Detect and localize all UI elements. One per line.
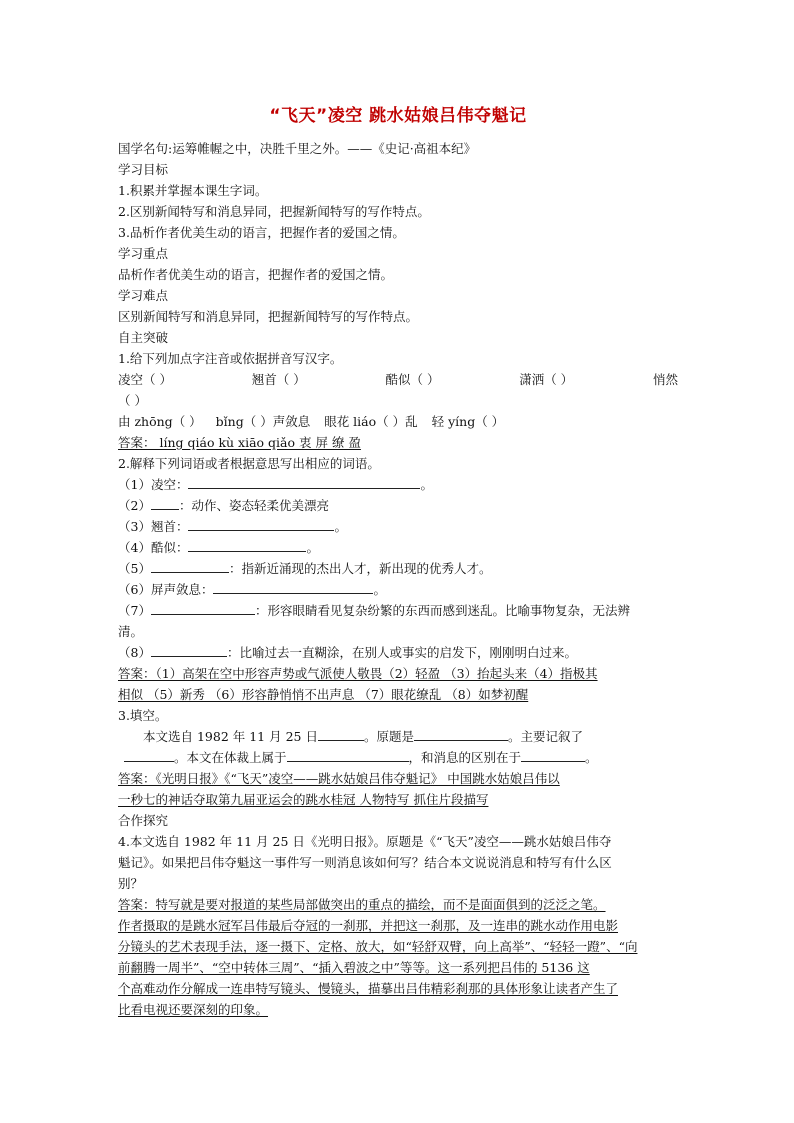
q1-item: 凌空（ ）: [118, 372, 172, 387]
q4-answer-line: 前翻腾一周半”、“空中转体三周”、“插入碧波之中”等等。这一系列把吕伟的 5136 这: [118, 960, 590, 975]
q2-prompt: 2.解释下列词语或者根据意思写出相应的词语。: [118, 456, 380, 471]
q1-item: 悄然: [652, 372, 678, 387]
q2-item-7: （7） ：形容眼睛看见复杂纷繁的东西而感到迷乱。比喻事物复杂，无法辨: [118, 600, 678, 621]
q2-item-1: （1）凌空： 。: [118, 474, 678, 495]
q3-line-1: 本文选自 1982 年 11 月 25 日 。原题是 。主要记叙了: [118, 726, 678, 747]
q4-line: 魁记》。如果把吕伟夺魁这一事件写一则消息该如何写？结合本文说说消息和特写有什么区: [118, 855, 612, 870]
q4-line: 4.本文选自 1982 年 11 月 25 日《光明日报》。原题是《“飞天”凌空——跳水姑娘吕伟夺: [118, 834, 612, 849]
q1-prompt: 1.给下列加点字注音或依据拼音写汉字。: [118, 351, 343, 366]
document-page: [118, 104, 678, 1020]
q2-item-4: （4）酷似： 。: [118, 537, 678, 558]
key-text: 品析作者优美生动的语言，把握作者的爱国之情。: [118, 267, 394, 282]
section-difficult: 学习难点: [118, 288, 169, 303]
q3-answer-1: 答案：《光明日报》《“飞天”凌空——跳水姑娘吕伟夺魁记》 中国跳水姑娘吕伟以: [118, 771, 560, 786]
goal-item: 1.积累并掌握本课生字词。: [118, 183, 268, 198]
q1-item: 轻 yíng（ ）: [431, 414, 505, 429]
q1-answer: 答案： líng qiáo kù xiāo qiǎo 衷 屏 缭 盈: [118, 435, 361, 450]
q4-answer-line: 答案：特写就是要对报道的某些局部做突出的重点的描绘，而不是面面俱到的泛泛之笔。: [118, 897, 606, 912]
section-goals: 学习目标: [118, 162, 169, 177]
q2-answer-2: 相似 （5）新秀 （6）形容静悄悄不出声息 （7）眼花缭乱 （8）如梦初醒: [118, 687, 529, 702]
document-title: “飞天”凌空 跳水姑娘吕伟夺魁记: [269, 106, 527, 126]
q4-answer-line: 分镜头的艺术表现手法，逐一摄下、定格、放大，如“轻舒双臂，向上高举”、“轻轻一蹬”、“向: [118, 939, 638, 954]
q1-row-1: [118, 369, 678, 390]
q2-item-5: （5） ：指新近涌现的杰出人才，新出现的优秀人才。: [118, 558, 678, 579]
q1-item: 酷似（ ）: [385, 372, 440, 387]
q3-line-2: 。本文在体裁上属于 ，和消息的区别在于 。: [118, 747, 678, 768]
q1-item: bǐng（ ）声敛息: [215, 414, 311, 429]
motto-line: 国学名句:运筹帷幄之中，决胜千里之外。——《史记·高祖本纪》: [118, 141, 477, 156]
goal-item: 2.区别新闻特写和消息异同，把握新闻特写的写作特点。: [118, 204, 430, 219]
q1-item: 由 zhōng（ ）: [118, 414, 202, 429]
q3-prompt: 3.填空。: [118, 708, 168, 723]
q2-item-3: （3）翘首： 。: [118, 516, 678, 537]
q2-item-6: （6）屏声敛息： 。: [118, 579, 678, 600]
q4-answer-line: 作者摄取的是跳水冠军吕伟最后夺冠的一刹那，并把这一刹那，及一连串的跳水动作用电影: [118, 918, 619, 933]
q1-item: 潇洒（ ）: [519, 372, 574, 387]
q2-item-8: （8） ：比喻过去一直糊涂，在别人或事实的启发下，刚刚明白过来。: [118, 642, 678, 663]
q1-item: 翘首（ ）: [251, 372, 306, 387]
q1-row-1b: （ ）: [118, 393, 147, 408]
q3-answer-2: 一秒七的神话夺取第九届亚运会的跳水桂冠 人物特写 抓住片段描写: [118, 792, 489, 807]
q1-row-2: [118, 411, 678, 432]
q2-answer-1: 答案：（1）高架在空中形容声势或气派使人敬畏（2）轻盈 （3）抬起头来（4）指极其: [118, 666, 598, 681]
section-key: 学习重点: [118, 246, 169, 261]
difficult-text: 区别新闻特写和消息异同，把握新闻特写的写作特点。: [118, 309, 419, 324]
q2-item-7-cont: 清。: [118, 624, 144, 639]
q4-line: 别？: [118, 876, 144, 891]
q1-item: 眼花 liáo（ ）乱: [324, 414, 418, 429]
q4-answer-line: 个高难动作分解成一连串特写镜头、慢镜头，描摹出吕伟精彩刹那的具体形象让读者产生了: [118, 981, 619, 996]
goal-item: 3.品析作者优美生动的语言，把握作者的爱国之情。: [118, 225, 405, 240]
section-self: 自主突破: [118, 330, 169, 345]
q4-answer-line: 比看电视还要深刻的印象。: [118, 1002, 269, 1017]
section-coop: 合作探究: [118, 813, 169, 828]
q2-item-2: （2） ：动作、姿态轻柔优美漂亮: [118, 495, 678, 516]
